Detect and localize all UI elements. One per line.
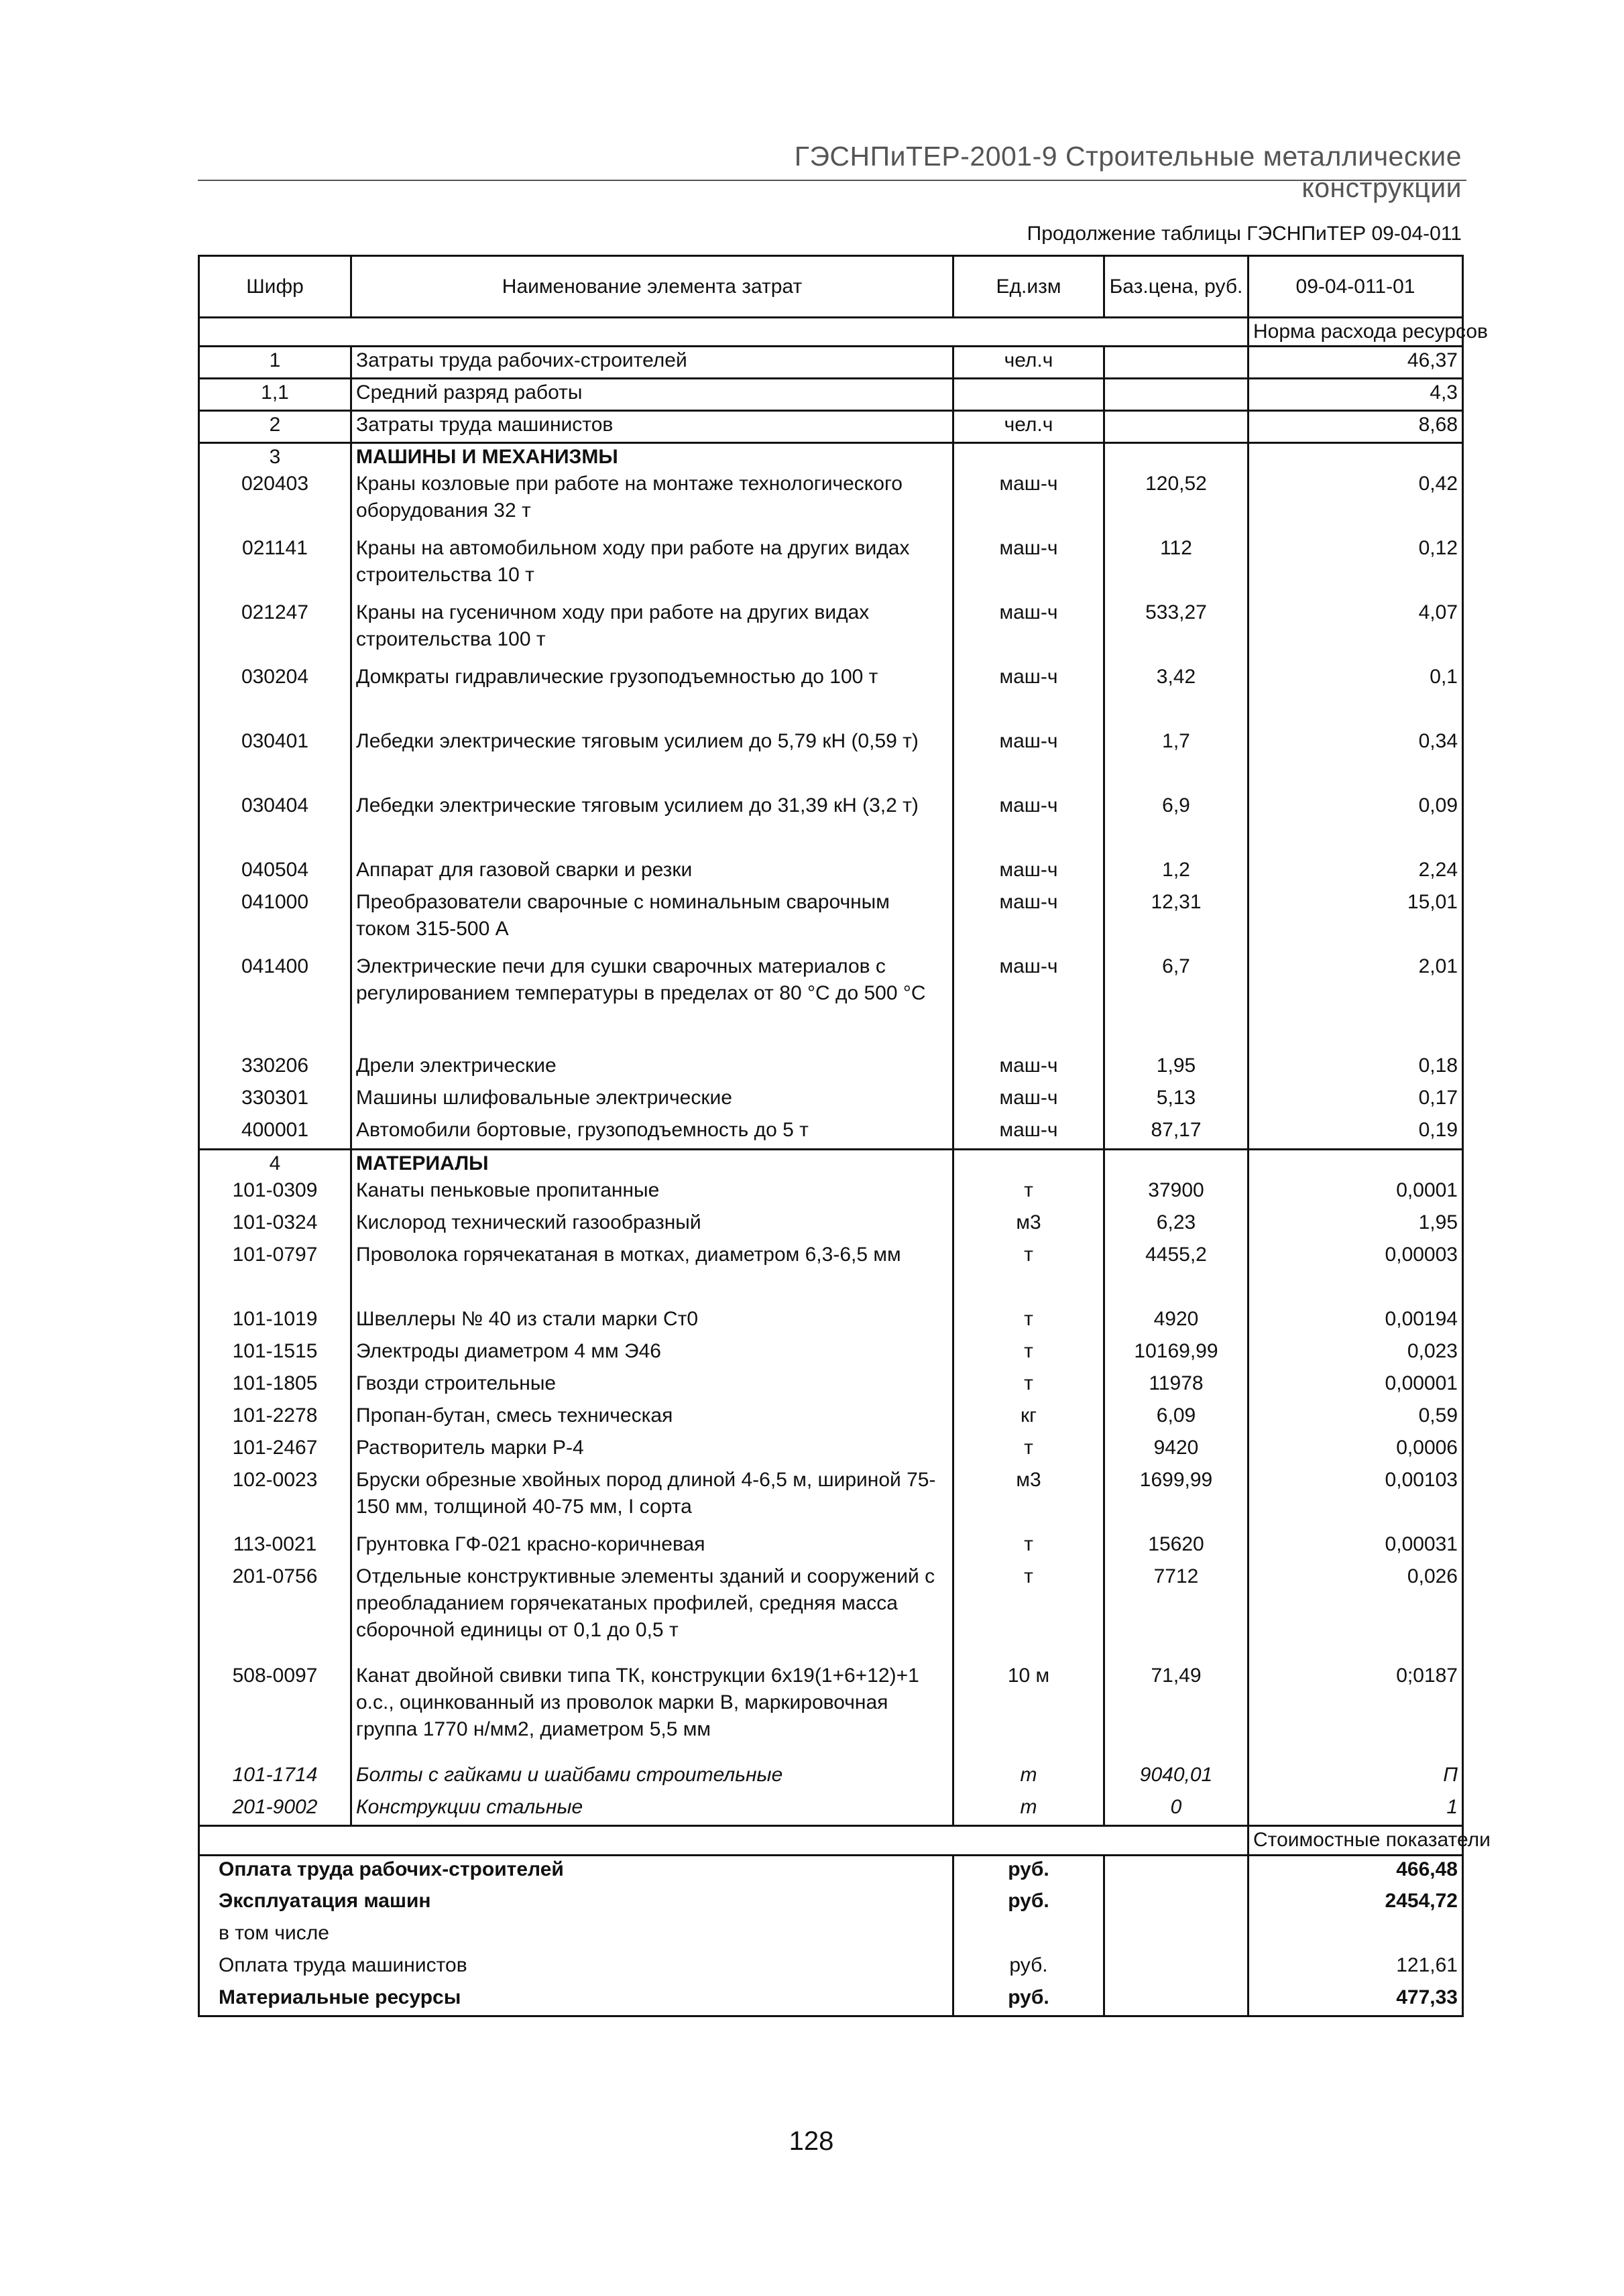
- row-price: 0: [1104, 1794, 1249, 1826]
- row-price: 1,95: [1104, 1052, 1249, 1085]
- row-norm: 0,34: [1249, 728, 1463, 792]
- row-name: Краны на гусеничном ходу при работе на других видах строительства 100 т: [351, 599, 953, 664]
- row-norm: 0,17: [1249, 1085, 1463, 1117]
- material-row: [199, 1762, 1463, 1794]
- row-price: 6,7: [1104, 953, 1249, 1052]
- running-title: ГЭСНПиТЕР-2001-9 Строительные металлические конструкции: [794, 141, 1462, 203]
- total-row: [199, 1856, 1463, 1888]
- machine-row: [199, 1052, 1463, 1085]
- row-name: Отдельные конструктивные элементы зданий и сооружений с преобладанием горячекатаных профилей, средняя масса сборочной единицы от 0,1 до 0,5 т: [351, 1563, 953, 1663]
- cost-subheader: Стоимостные показатели: [1249, 1826, 1463, 1856]
- row-code: 2: [199, 411, 351, 443]
- row-name: Канаты пеньковые пропитанные: [351, 1177, 953, 1209]
- machines-section: [199, 443, 1463, 1150]
- row-name: Кислород технический газообразный: [351, 1209, 953, 1242]
- row-price: 1,2: [1104, 857, 1249, 889]
- row-code: 020403: [199, 471, 351, 535]
- empty-cell: [1249, 443, 1463, 471]
- total-value: 2454,72: [1249, 1888, 1463, 1920]
- total-unit: руб.: [953, 1952, 1104, 1984]
- section-code: 3: [199, 443, 351, 471]
- row-name: Бруски обрезные хвойных пород длиной 4-6,5 м, шириной 75-150 мм, толщиной 40-75 мм, I сорта: [351, 1467, 953, 1531]
- row-code: 030404: [199, 792, 351, 857]
- row-code: 330301: [199, 1085, 351, 1117]
- empty-cell: [1104, 1856, 1249, 1888]
- row-norm: 0,09: [1249, 792, 1463, 857]
- total-unit: руб.: [953, 1888, 1104, 1920]
- row-unit: маш-ч: [953, 1117, 1104, 1149]
- row-name: Машины шлифовальные электрические: [351, 1085, 953, 1117]
- row-unit: т: [953, 1794, 1104, 1826]
- row-norm: 1,95: [1249, 1209, 1463, 1242]
- row-norm: 2,01: [1249, 953, 1463, 1052]
- row-code: 102-0023: [199, 1467, 351, 1531]
- row-name: Электрические печи для сушки сварочных материалов с регулированием температуры в пределах от 80 °С до 500 °С: [351, 953, 953, 1052]
- row-price: 4920: [1104, 1306, 1249, 1338]
- total-value: [1249, 1920, 1463, 1952]
- column-header-name: Наименование элемента затрат: [351, 256, 953, 318]
- row-unit: маш-ч: [953, 953, 1104, 1052]
- machine-row: [199, 792, 1463, 857]
- machine-row: [199, 889, 1463, 953]
- row-norm: 0,00194: [1249, 1306, 1463, 1338]
- empty-cell: [1104, 1888, 1249, 1920]
- row-name: Лебедки электрические тяговым усилием до 5,79 кН (0,59 т): [351, 728, 953, 792]
- material-row: [199, 1794, 1463, 1826]
- row-code: 030401: [199, 728, 351, 792]
- row-unit: т: [953, 1435, 1104, 1467]
- total-label: Материальные ресурсы: [199, 1984, 953, 2016]
- row-unit: т: [953, 1338, 1104, 1370]
- row-name: Аппарат для газовой сварки и резки: [351, 857, 953, 889]
- row-price: 12,31: [1104, 889, 1249, 953]
- row-norm: 0,00031: [1249, 1531, 1463, 1563]
- row-name: Лебедки электрические тяговым усилием до 31,39 кН (3,2 т): [351, 792, 953, 857]
- row-name: Пропан-бутан, смесь техническая: [351, 1402, 953, 1435]
- row-name: Преобразователи сварочные с номинальным сварочным током 315-500 А: [351, 889, 953, 953]
- material-row: [199, 1402, 1463, 1435]
- machine-row: [199, 857, 1463, 889]
- row-name: Гвозди строительные: [351, 1370, 953, 1402]
- row-unit: маш-ч: [953, 792, 1104, 857]
- row-code: 1,1: [199, 379, 351, 411]
- material-row: [199, 1663, 1463, 1762]
- resource-norms-table: [198, 255, 1491, 2017]
- machine-row: [199, 953, 1463, 1052]
- row-code: 101-1714: [199, 1762, 351, 1794]
- row-name: Средний разряд работы: [351, 379, 953, 411]
- labor-row: [199, 347, 1463, 379]
- row-norm: 0,00001: [1249, 1370, 1463, 1402]
- machine-row: [199, 728, 1463, 792]
- row-unit: чел.ч: [953, 411, 1104, 443]
- section-title: МАШИНЫ И МЕХАНИЗМЫ: [351, 443, 953, 471]
- empty-cell: [1104, 1920, 1249, 1952]
- row-unit: маш-ч: [953, 664, 1104, 728]
- total-row: [199, 1984, 1463, 2016]
- empty-cell: [1249, 1149, 1463, 1177]
- row-price: 6,23: [1104, 1209, 1249, 1242]
- row-unit: [953, 379, 1104, 411]
- row-name: Растворитель марки Р-4: [351, 1435, 953, 1467]
- column-header-rate-code: 09-04-011-01: [1249, 256, 1463, 318]
- row-price: 3,42: [1104, 664, 1249, 728]
- row-price: [1104, 379, 1249, 411]
- row-name: Проволока горячекатаная в мотках, диаметром 6,3-6,5 мм: [351, 1242, 953, 1306]
- row-unit: маш-ч: [953, 599, 1104, 664]
- row-code: 201-9002: [199, 1794, 351, 1826]
- material-row: [199, 1435, 1463, 1467]
- row-unit: маш-ч: [953, 889, 1104, 953]
- materials-section: [199, 1149, 1463, 1826]
- row-norm: П: [1249, 1762, 1463, 1794]
- row-name: Краны козловые при работе на монтаже технологического оборудования 32 т: [351, 471, 953, 535]
- row-price: 1699,99: [1104, 1467, 1249, 1531]
- row-price: [1104, 347, 1249, 379]
- row-price: 533,27: [1104, 599, 1249, 664]
- norm-subheader: Норма расхода ресурсов: [1249, 318, 1463, 347]
- machine-row: [199, 1085, 1463, 1117]
- row-price: 112: [1104, 535, 1249, 599]
- row-norm: 0,0006: [1249, 1435, 1463, 1467]
- table-continuation-caption: Продолжение таблицы ГЭСНПиТЕР 09-04-011: [1027, 223, 1462, 245]
- row-unit: 10 м: [953, 1663, 1104, 1762]
- row-name: Швеллеры № 40 из стали марки Ст0: [351, 1306, 953, 1338]
- row-unit: чел.ч: [953, 347, 1104, 379]
- total-row: [199, 1920, 1463, 1952]
- totals-section: [199, 1856, 1463, 2016]
- row-norm: 0,026: [1249, 1563, 1463, 1663]
- machine-row: [199, 471, 1463, 535]
- row-norm: 0,42: [1249, 471, 1463, 535]
- column-header-code: Шифр: [199, 256, 351, 318]
- row-price: 37900: [1104, 1177, 1249, 1209]
- total-row: [199, 1888, 1463, 1920]
- empty-cell: [1104, 1149, 1249, 1177]
- row-name: Затраты труда рабочих-строителей: [351, 347, 953, 379]
- machine-row: [199, 599, 1463, 664]
- total-value: 466,48: [1249, 1856, 1463, 1888]
- empty-cell: [953, 1149, 1104, 1177]
- labor-row: [199, 379, 1463, 411]
- row-norm: 0;0187: [1249, 1663, 1463, 1762]
- machine-row: [199, 1117, 1463, 1149]
- row-unit: т: [953, 1563, 1104, 1663]
- row-code: 400001: [199, 1117, 351, 1149]
- material-row: [199, 1306, 1463, 1338]
- row-code: 101-0797: [199, 1242, 351, 1306]
- row-norm: 0,023: [1249, 1338, 1463, 1370]
- row-code: 021141: [199, 535, 351, 599]
- row-norm: 0,0001: [1249, 1177, 1463, 1209]
- row-name: Домкраты гидравлические грузоподъемностью до 100 т: [351, 664, 953, 728]
- row-norm: 4,3: [1249, 379, 1463, 411]
- row-unit: маш-ч: [953, 535, 1104, 599]
- material-row: [199, 1242, 1463, 1306]
- total-label: Оплата труда рабочих-строителей: [199, 1856, 953, 1888]
- row-unit: т: [953, 1762, 1104, 1794]
- row-unit: маш-ч: [953, 857, 1104, 889]
- page-number: 128: [789, 2126, 834, 2156]
- row-price: 9420: [1104, 1435, 1249, 1467]
- row-code: 1: [199, 347, 351, 379]
- row-unit: кг: [953, 1402, 1104, 1435]
- empty-cell: [953, 443, 1104, 471]
- row-code: 101-1515: [199, 1338, 351, 1370]
- row-price: [1104, 411, 1249, 443]
- row-price: 15620: [1104, 1531, 1249, 1563]
- section-code: 4: [199, 1149, 351, 1177]
- material-row: [199, 1370, 1463, 1402]
- machine-row: [199, 535, 1463, 599]
- row-code: 330206: [199, 1052, 351, 1085]
- row-name: Краны на автомобильном ходу при работе на других видах строительства 10 т: [351, 535, 953, 599]
- column-header-unit: Ед.изм: [953, 256, 1104, 318]
- row-unit: м3: [953, 1209, 1104, 1242]
- row-norm: 0,59: [1249, 1402, 1463, 1435]
- row-unit: маш-ч: [953, 728, 1104, 792]
- row-price: 120,52: [1104, 471, 1249, 535]
- row-norm: 0,18: [1249, 1052, 1463, 1085]
- row-code: 101-2467: [199, 1435, 351, 1467]
- row-norm: 0,00103: [1249, 1467, 1463, 1531]
- section-heading-row: [199, 443, 1463, 471]
- labor-section: [199, 347, 1463, 443]
- row-unit: т: [953, 1242, 1104, 1306]
- total-unit: руб.: [953, 1984, 1104, 2016]
- row-price: 87,17: [1104, 1117, 1249, 1149]
- total-value: 477,33: [1249, 1984, 1463, 2016]
- row-price: 11978: [1104, 1370, 1249, 1402]
- total-unit: [953, 1920, 1104, 1952]
- subheader-row: [199, 318, 1463, 347]
- row-name: Грунтовка ГФ-021 красно-коричневая: [351, 1531, 953, 1563]
- labor-row: [199, 411, 1463, 443]
- row-norm: 15,01: [1249, 889, 1463, 953]
- row-code: 101-1805: [199, 1370, 351, 1402]
- row-name: Электроды диаметром 4 мм Э46: [351, 1338, 953, 1370]
- row-unit: маш-ч: [953, 471, 1104, 535]
- section-title: МАТЕРИАЛЫ: [351, 1149, 953, 1177]
- row-norm: 8,68: [1249, 411, 1463, 443]
- row-unit: т: [953, 1177, 1104, 1209]
- total-label: в том числе: [199, 1920, 953, 1952]
- total-value: 121,61: [1249, 1952, 1463, 1984]
- row-price: 9040,01: [1104, 1762, 1249, 1794]
- machine-row: [199, 664, 1463, 728]
- section-heading-row: [199, 1149, 1463, 1177]
- row-code: 101-0324: [199, 1209, 351, 1242]
- row-norm: 1: [1249, 1794, 1463, 1826]
- row-norm: 0,19: [1249, 1117, 1463, 1149]
- row-price: 5,13: [1104, 1085, 1249, 1117]
- row-name: Затраты труда машинистов: [351, 411, 953, 443]
- material-row: [199, 1209, 1463, 1242]
- row-name: Конструкции стальные: [351, 1794, 953, 1826]
- row-name: Канат двойной свивки типа ТК, конструкции 6х19(1+6+12)+1 о.с., оцинкованный из проволок марки В, маркировочная группа 1770 н/мм2, диаметром 5,5 мм: [351, 1663, 953, 1762]
- row-norm: 0,1: [1249, 664, 1463, 728]
- material-row: [199, 1531, 1463, 1563]
- row-norm: 4,07: [1249, 599, 1463, 664]
- empty-cell: [1104, 443, 1249, 471]
- row-norm: 0,00003: [1249, 1242, 1463, 1306]
- row-price: 6,09: [1104, 1402, 1249, 1435]
- total-row: [199, 1952, 1463, 1984]
- row-price: 1,7: [1104, 728, 1249, 792]
- row-unit: м3: [953, 1467, 1104, 1531]
- row-code: 101-1019: [199, 1306, 351, 1338]
- row-price: 71,49: [1104, 1663, 1249, 1762]
- material-row: [199, 1467, 1463, 1531]
- row-code: 041400: [199, 953, 351, 1052]
- row-code: 508-0097: [199, 1663, 351, 1762]
- row-name: Дрели электрические: [351, 1052, 953, 1085]
- row-unit: т: [953, 1531, 1104, 1563]
- row-price: 10169,99: [1104, 1338, 1249, 1370]
- row-price: 4455,2: [1104, 1242, 1249, 1306]
- row-unit: т: [953, 1370, 1104, 1402]
- material-row: [199, 1338, 1463, 1370]
- row-price: 6,9: [1104, 792, 1249, 857]
- cost-subheader-row: [199, 1826, 1463, 1856]
- column-header-price: Баз.цена, руб.: [1104, 256, 1249, 318]
- header-divider: [198, 180, 1466, 181]
- material-row: [199, 1177, 1463, 1209]
- row-name: Болты с гайками и шайбами строительные: [351, 1762, 953, 1794]
- total-label: Эксплуатация машин: [199, 1888, 953, 1920]
- row-code: 041000: [199, 889, 351, 953]
- row-unit: т: [953, 1306, 1104, 1338]
- row-unit: маш-ч: [953, 1085, 1104, 1117]
- row-unit: маш-ч: [953, 1052, 1104, 1085]
- row-code: 030204: [199, 664, 351, 728]
- total-unit: руб.: [953, 1856, 1104, 1888]
- row-name: Автомобили бортовые, грузоподъемность до 5 т: [351, 1117, 953, 1149]
- material-row: [199, 1563, 1463, 1663]
- row-price: 7712: [1104, 1563, 1249, 1663]
- row-code: 201-0756: [199, 1563, 351, 1663]
- row-code: 021247: [199, 599, 351, 664]
- row-norm: 46,37: [1249, 347, 1463, 379]
- row-code: 113-0021: [199, 1531, 351, 1563]
- row-norm: 0,12: [1249, 535, 1463, 599]
- empty-cell: [1104, 1952, 1249, 1984]
- row-norm: 2,24: [1249, 857, 1463, 889]
- row-code: 040504: [199, 857, 351, 889]
- empty-cell: [1104, 1984, 1249, 2016]
- table-header-row: [199, 256, 1463, 318]
- total-label: Оплата труда машинистов: [199, 1952, 953, 1984]
- row-code: 101-0309: [199, 1177, 351, 1209]
- row-code: 101-2278: [199, 1402, 351, 1435]
